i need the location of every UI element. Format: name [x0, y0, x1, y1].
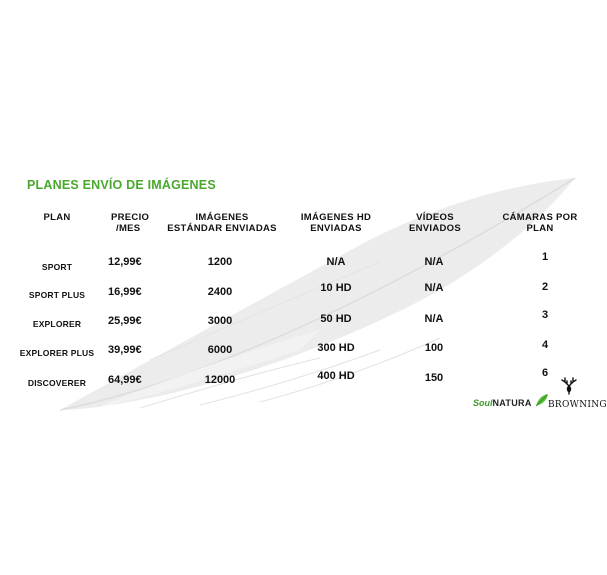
table-row-hd: 300 HD — [317, 342, 355, 354]
header-camaras — [502, 212, 577, 234]
browning-buckmark-icon — [561, 377, 577, 395]
table-row-cameras: 3 — [541, 309, 549, 321]
header-imagenes-line1: IMÁGENES — [195, 212, 249, 223]
header-videos-line2: ENVIADOS — [408, 223, 462, 234]
table-row-price: 25,99€ — [108, 315, 142, 327]
table-row-cameras: 2 — [541, 281, 549, 293]
header-camaras-line1: CÁMARAS POR — [502, 212, 578, 223]
table-row-hd: 50 HD — [320, 313, 352, 325]
header-precio-line2: /MES — [116, 223, 141, 234]
header-imagenes — [167, 212, 277, 234]
table-row-images: 6000 — [207, 344, 233, 356]
header-imagenes-hd — [301, 212, 371, 234]
table-row-hd: 10 HD — [320, 282, 352, 294]
header-camaras-line2: PLAN — [526, 223, 554, 234]
header-imagenes-line2: ESTÁNDAR ENVIADAS — [167, 223, 277, 234]
header-videos-line1: VÍDEOS — [416, 212, 454, 223]
table-row-cameras: 6 — [541, 367, 549, 379]
table-row-plan: SPORT PLUS — [28, 290, 86, 300]
table-row-price: 39,99€ — [108, 344, 142, 356]
table-row-images: 3000 — [207, 315, 233, 327]
table-row-cameras: 4 — [541, 339, 549, 351]
header-imagenes-hd-line1: IMÁGENES HD — [300, 212, 372, 223]
table-row-images: 2400 — [207, 286, 233, 298]
table-row-plan: EXPLORER PLUS — [19, 348, 95, 358]
table-row-videos: 100 — [424, 342, 444, 354]
table-row-hd: N/A — [326, 256, 346, 268]
table-row-cameras: 1 — [541, 251, 549, 263]
browning-logo: BROWNING — [548, 400, 607, 410]
table-row-videos: N/A — [424, 256, 444, 268]
table-row-plan: DISCOVERER — [27, 378, 87, 388]
header-imagenes-hd-line2: ENVIADAS — [310, 223, 362, 234]
header-precio — [111, 212, 149, 234]
table-row-videos: N/A — [424, 313, 444, 325]
table-row-hd: 400 HD — [317, 370, 355, 382]
table-row-price: 64,99€ — [108, 374, 142, 386]
header-plan: PLAN — [43, 212, 71, 223]
soul-natura-logo-script: Soul — [473, 398, 493, 408]
table-row-videos: 150 — [424, 372, 444, 384]
table-row-images: 1200 — [207, 256, 233, 268]
table-row-price: 12,99€ — [108, 256, 142, 268]
table-row-videos: N/A — [424, 282, 444, 294]
leaf-icon — [535, 393, 549, 407]
soul-natura-logo-word: NATURA — [492, 398, 532, 408]
table-row-plan: EXPLORER — [32, 319, 82, 329]
page-title: PLANES ENVÍO DE IMÁGENES — [27, 178, 216, 192]
table-row-images: 12000 — [204, 374, 236, 386]
table-row-price: 16,99€ — [108, 286, 142, 298]
table-row-plan: SPORT — [41, 262, 73, 272]
header-videos — [409, 212, 461, 234]
soul-natura-logo — [473, 398, 532, 408]
header-precio-line1: PRECIO — [111, 212, 150, 223]
